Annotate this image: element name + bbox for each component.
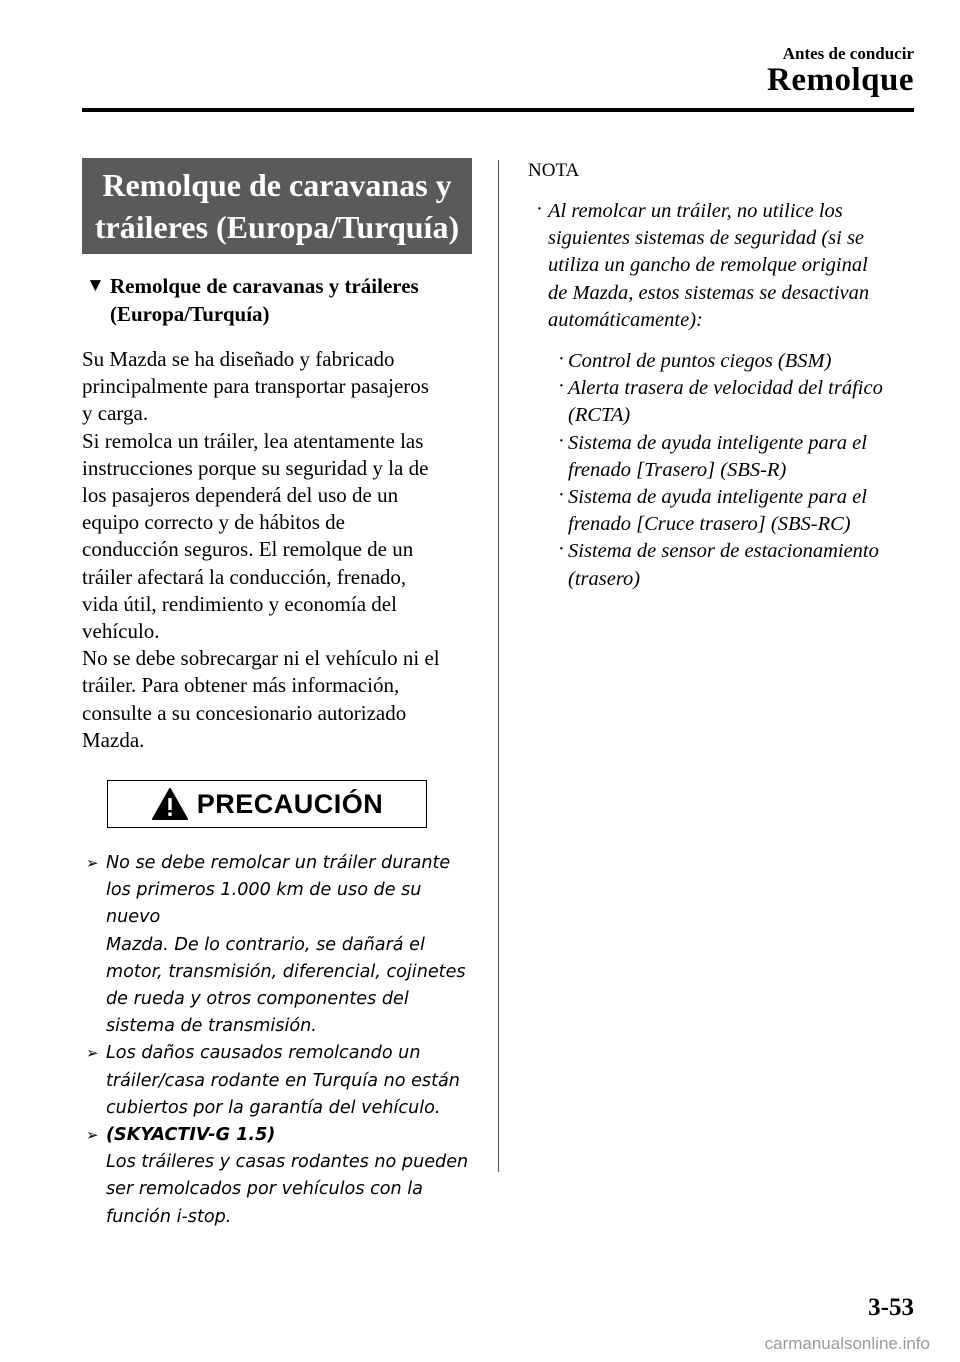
body-line: equipo correcto y de hábitos de (82, 510, 345, 535)
arrow-bullet-icon: ➢ (86, 1126, 99, 1145)
caution-item (82, 1122, 472, 1231)
caution-box (107, 780, 427, 828)
system-line: frenado [Cruce trasero] (SBS-RC) (568, 513, 851, 536)
bullet-dot-icon: · (536, 198, 543, 220)
body-line: principalmente para transportar pasajeros (82, 374, 429, 399)
arrow-bullet-icon: ➢ (86, 1044, 99, 1063)
caution-list (82, 850, 472, 1231)
body-line: y carga. (82, 401, 149, 426)
body-line: los pasajeros dependerá del uso de un (82, 483, 399, 508)
body-line: vehículo. (82, 619, 160, 644)
system-line: Sistema de ayuda inteligente para el (568, 486, 867, 509)
caution-label: PRECAUCIÓN (196, 788, 384, 819)
note-line: Al remolcar un tráiler, no utilice los (548, 200, 843, 222)
system-line: Sistema de ayuda inteligente para el (568, 431, 867, 454)
system-item (528, 538, 928, 592)
system-line: Alerta trasera de velocidad del tráfico (568, 377, 883, 400)
system-item (528, 430, 928, 484)
caution-line: No se debe remolcar un tráiler durante (106, 853, 451, 874)
page-number: 3-53 (868, 1294, 914, 1321)
body-line: Si remolca un tráiler, lea atentamente las (82, 428, 424, 453)
body-line: conducción seguros. El remolque de un (82, 537, 414, 562)
column-divider (498, 160, 499, 1172)
caution-item (82, 850, 472, 1040)
system-line: (RCTA) (568, 404, 631, 427)
caution-line: función i-stop. (106, 1206, 232, 1227)
note-heading: NOTA (528, 160, 580, 181)
arrow-bullet-icon: ➢ (86, 854, 99, 873)
watermark-link[interactable]: carmanualsonline.info (764, 1334, 930, 1353)
body-line: Mazda. (82, 727, 145, 752)
bullet-dot-icon: · (558, 484, 565, 507)
caution-line: Los tráileres y casas rodantes no pueden (106, 1152, 469, 1173)
system-line: frenado [Trasero] (SBS-R) (568, 458, 787, 481)
system-item (528, 375, 928, 429)
section-banner (82, 158, 472, 254)
body-line: vida útil, rendimiento y economía del (82, 591, 397, 616)
bullet-dot-icon: · (558, 538, 565, 561)
bullet-dot-icon: · (558, 348, 565, 371)
caution-line: Mazda. De lo contrario, se dañará el (106, 934, 425, 955)
section-title: Antes de conducir (782, 44, 914, 63)
caution-line: de rueda y otros componentes del (106, 989, 409, 1010)
system-line: Sistema de sensor de estacionamiento (568, 540, 879, 563)
body-line: tráiler afectará la conducción, frenado, (82, 564, 407, 589)
caution-line: motor, transmisión, diferencial, cojinetes (106, 961, 466, 982)
body-paragraphs (82, 346, 472, 754)
note-line: de Mazda, estos sistemas se desactivan (548, 281, 870, 304)
system-item (528, 348, 928, 375)
body-line: No se debe sobrecargar ni el vehículo ni el (82, 646, 440, 671)
caution-line: los primeros 1.000 km de uso de su nuevo (106, 880, 422, 928)
left-column (82, 158, 472, 1231)
subsection-heading (82, 272, 472, 328)
system-line: Control de puntos ciegos (BSM) (568, 350, 832, 373)
note-line: utiliza un gancho de remolque original (548, 254, 868, 277)
caution-line: tráiler/casa rodante en Turquía no están (106, 1070, 460, 1091)
system-item (528, 484, 928, 538)
warning-triangle-icon (151, 787, 189, 821)
triangle-marker-icon: ▼ (86, 275, 105, 296)
body-line: consulte a su concesionario autorizado (82, 700, 407, 725)
note-item (528, 198, 928, 334)
systems-list (528, 348, 928, 593)
body-line: Su Mazda se ha diseñado y fabricado (82, 347, 395, 371)
note-line: automáticamente): (548, 308, 703, 331)
caution-line: ser remolcados por vehículos con la (106, 1179, 423, 1200)
caution-item (82, 1040, 472, 1122)
banner-line-1: Remolque de caravanas y (102, 167, 452, 203)
subhead-line-1: Remolque de caravanas y tráileres (110, 274, 419, 298)
system-line: (trasero) (568, 567, 641, 590)
caution-model-label: (SKYACTIV-G 1.5) (106, 1125, 276, 1146)
bullet-dot-icon: · (558, 429, 565, 452)
caution-line: cubiertos por la garantía del vehículo. (106, 1097, 441, 1118)
chapter-title: Remolque (767, 62, 914, 98)
subhead-line-2: (Europa/Turquía) (110, 302, 270, 326)
header-rule (82, 108, 914, 112)
bullet-dot-icon: · (558, 375, 565, 398)
caution-line: sistema de transmisión. (106, 1016, 317, 1037)
body-line: tráiler. Para obtener más información, (82, 673, 400, 698)
body-line: instrucciones porque su seguridad y la de (82, 455, 429, 480)
banner-line-2: tráileres (Europa/Turquía) (94, 209, 460, 245)
note-line: siguientes sistemas de seguridad (si se (548, 227, 865, 250)
right-column (528, 158, 928, 593)
caution-line: Los daños causados remolcando un (106, 1043, 421, 1064)
